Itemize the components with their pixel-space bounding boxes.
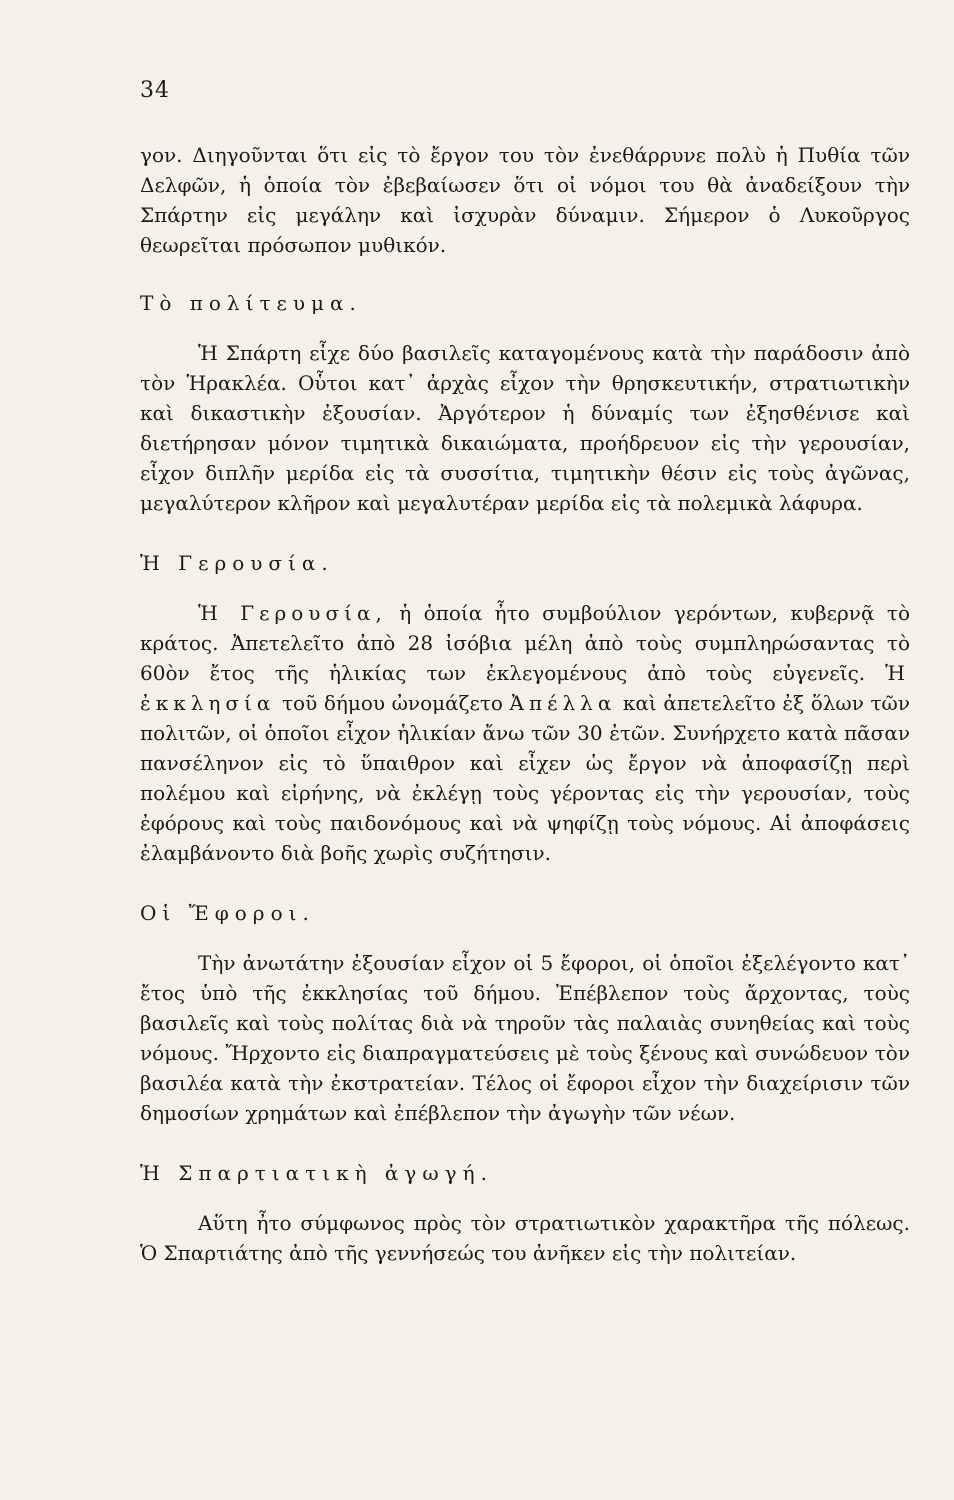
gerousia-paragraph: [140, 598, 910, 868]
gerousia-text-1: ἡ ὁποία ἦτο συμβούλιον γερόντων, κυβερνᾷ τὸ κράτος. Ἀπετελεῖτο ἀπὸ 28 ἰσόβια μέλη ἀπὸ τοὺς συμπληρώσαντας τὸ 60ὸν ἔτος τῆς ἡλικίας των ἐκλεγομένους ἀπὸ τοὺς εὐγενεῖς.: [140, 601, 910, 685]
intro-paragraph: γον. Διηγοῦνται ὅτι εἰς τὸ ἔργον του τὸν ἐνεθάρρυνε πολὺ ἡ Πυθία τῶν Δελφῶν, ἡ ὁποία τὸν ἐβεβαίωσεν ὅτι οἱ νόμοι του θὰ ἀναδείξουν τὴν Σπάρτην εἰς μεγάλην καὶ ἰσχυρὰν δύναμιν. Σήμερον ὁ Λυκοῦργος θεωρεῖται πρόσωπον μυθικόν.: [140, 143, 910, 257]
ekklisia-spaced-term: Ἡ ἐκκλησία: [140, 661, 910, 715]
agogi-paragraph: Αὕτη ἦτο σύμφωνος πρὸς τὸν στρατιωτικὸν χαρακτῆρα τῆς πόλεως. Ὁ Σπαρτιάτης ἀπὸ τῆς γεννήσεώς του ἀνῆκεν εἰς τὴν πολιτείαν.: [140, 1211, 910, 1265]
page-body: [140, 140, 910, 1268]
gerousia-spaced-term: Ἡ Γερουσία,: [198, 601, 387, 625]
section-heading-politeuma: Τὸ πολίτευμα.: [140, 291, 362, 315]
section-heading-gerousia: Ἡ Γερουσία.: [140, 551, 334, 575]
section-heading-eforoi: Οἱ Ἔφοροι.: [140, 901, 315, 925]
eforoi-paragraph: Τὴν ἀνωτάτην ἐξουσίαν εἶχον οἱ 5 ἔφοροι, οἱ ὁποῖοι ἐξελέγοντο κατ᾽ ἔτος ὑπὸ τῆς ἐκκλησίας τοῦ δήμου. Ἐπέβλεπον τοὺς ἄρχοντας, τοὺς βασιλεῖς καὶ τοὺς πολίτας διὰ νὰ τηροῦν τὰς παλαιὰς συνηθείας καὶ τοὺς νόμους. Ἤρχοντο εἰς διαπραγματεύσεις μὲ τοὺς ξένους καὶ συνώδευον τὸν βασιλέα κατὰ τὴν ἐκστρατείαν. Τέλος οἱ ἔφοροι εἶχον τὴν διαχείρισιν τῶν δημοσίων χρημάτων καὶ ἐπέβλεπον τὴν ἀγωγὴν τῶν νέων.: [140, 951, 910, 1125]
apella-spaced-term: Ἀπέλλα: [509, 691, 617, 715]
politeuma-paragraph: Ἡ Σπάρτη εἶχε δύο βασιλεῖς καταγομένους κατὰ τὴν παράδοσιν ἀπὸ τὸν Ἡρακλέα. Οὗτοι κατ᾽ ἀρχὰς εἶχον τὴν θρησκευτικήν, στρατιωτικὴν καὶ δικαστικὴν ἐξουσίαν. Ἀργότερον ἡ δύναμίς των ἐξησθένισε καὶ διετήρησαν μόνον τιμητικὰ δικαιώματα, προήδρευον εἰς τὴν γερουσίαν, εἶχον διπλῆν μερίδα εἰς τὰ συσσίτια, τιμητικὴν θέσιν εἰς τοὺς ἀγῶνας, μεγαλύτερον κλῆρον καὶ μεγαλυτέραν μερίδα εἰς τὰ πολεμικὰ λάφυρα.: [140, 341, 910, 515]
gerousia-text-2: τοῦ δήμου ὠνομάζετο: [275, 691, 510, 715]
section-heading-agogi: Ἡ Σπαρτιατικὴ ἀγωγή.: [140, 1161, 493, 1185]
gerousia-text-3: καὶ ἀπετελεῖτο ἐξ ὅλων τῶν πολιτῶν, οἱ ὁποῖοι εἶχον ἡλικίαν ἄνω τῶν 30 ἐτῶν. Συνήρχετο κατὰ πᾶσαν πανσέληνον εἰς τὸ ὕπαιθρον καὶ εἶχεν ὡς ἔργον νὰ ἀποφασίζῃ περὶ πολέμου καὶ εἰρήνης, νὰ ἐκλέγῃ τοὺς γέροντας εἰς τὴν γερουσίαν, τοὺς ἐφόρους καὶ τοὺς παιδονόμους καὶ νὰ ψηφίζῃ τοὺς νόμους. Αἱ ἀποφάσεις ἐλαμβάνοντο διὰ βοῆς χωρὶς συζήτησιν.: [140, 691, 910, 865]
page-number: 34: [140, 78, 170, 103]
